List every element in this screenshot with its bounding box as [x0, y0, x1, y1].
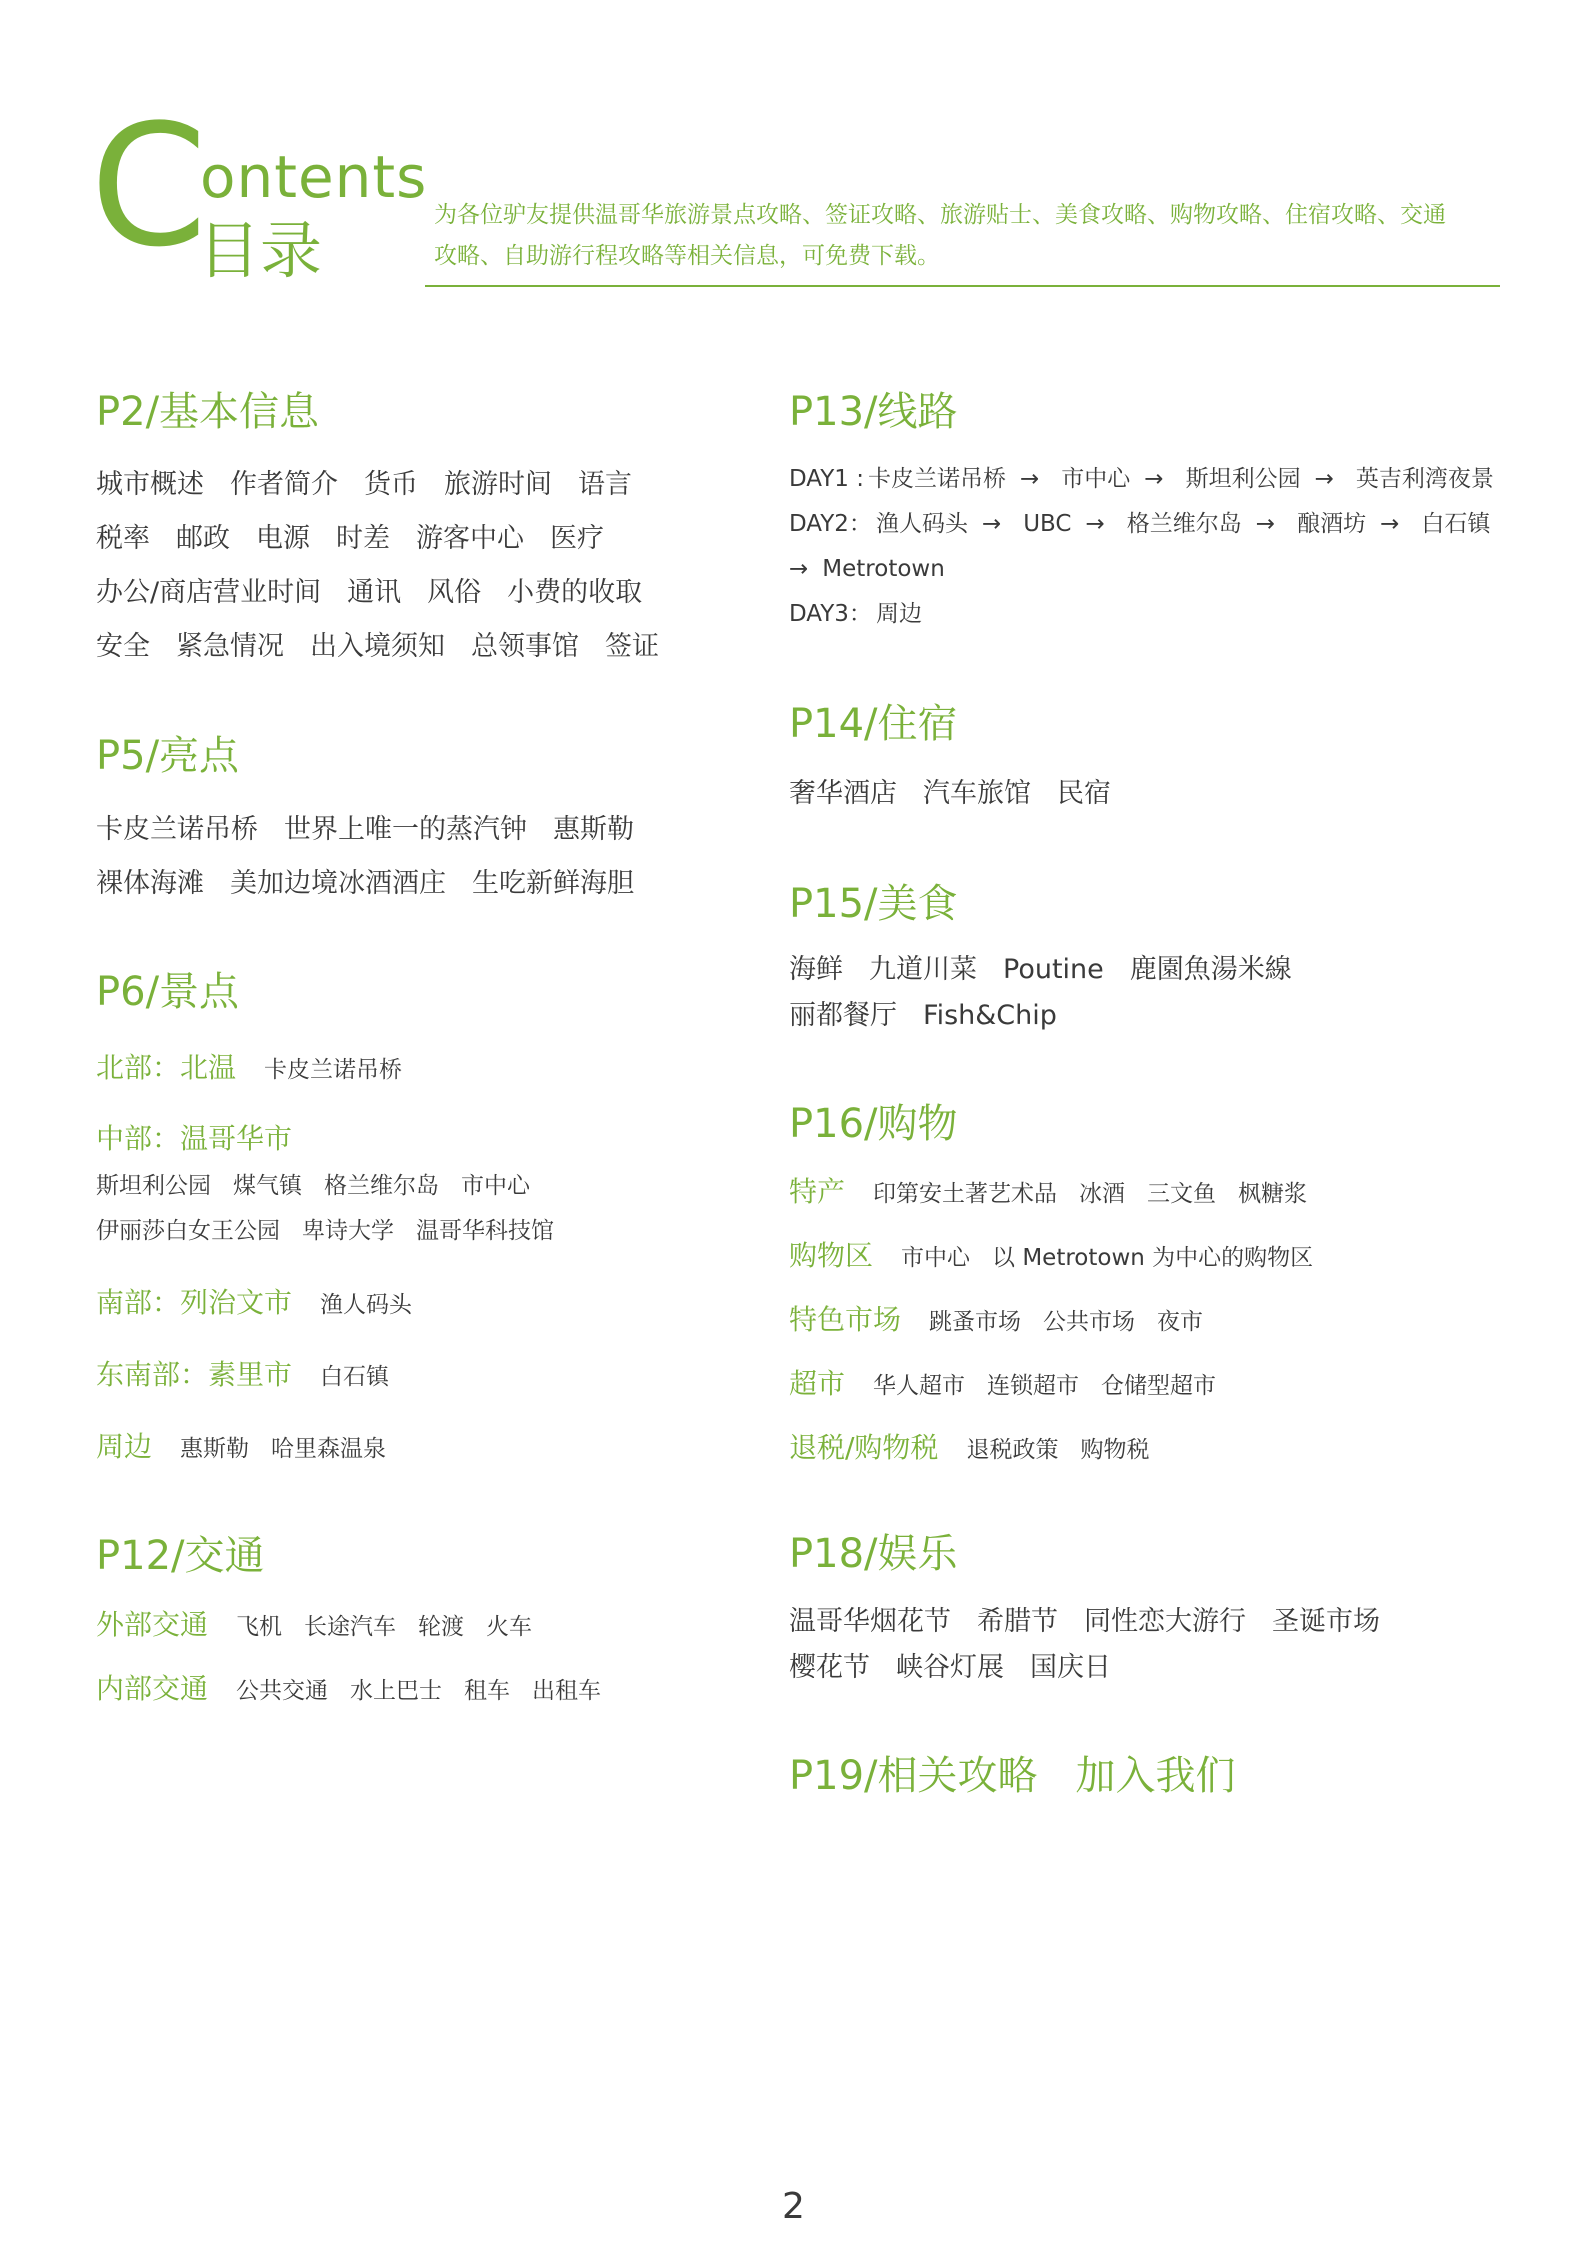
- related-guides-link[interactable]: P19/相关攻略: [789, 1753, 1038, 1799]
- toc-item[interactable]: 水上巴士: [350, 1678, 443, 1704]
- toc-item[interactable]: 小费的收取: [507, 577, 643, 608]
- toc-item[interactable]: 酿酒坊: [1297, 511, 1367, 537]
- toc-item[interactable]: 周边: [875, 601, 922, 627]
- toc-item[interactable]: 白石镇: [1421, 511, 1491, 537]
- contents-logo-letter: C: [90, 88, 208, 284]
- day-label: DAY3：: [789, 601, 872, 627]
- toc-item[interactable]: 希腊节: [977, 1606, 1058, 1637]
- sights-central-row-1: [96, 1170, 530, 1202]
- toc-item[interactable]: 仓储型超市: [1101, 1373, 1217, 1399]
- toc-item[interactable]: 公共市场: [1043, 1309, 1136, 1335]
- subsection-label[interactable]: 超市: [789, 1367, 846, 1400]
- arrow-right-icon: →: [1144, 466, 1164, 492]
- toc-item[interactable]: 白石镇: [320, 1364, 390, 1390]
- intro-line-1: 为各位驴友提供温哥华旅游景点攻略、签证攻略、旅游贴士、美食攻略、购物攻略、住宿攻略、交通: [434, 202, 1446, 228]
- toc-item[interactable]: 格兰维尔岛: [1126, 511, 1242, 537]
- sights-south-row: [96, 1287, 412, 1321]
- toc-item[interactable]: 连锁超市: [987, 1373, 1080, 1399]
- transport-external-row: [96, 1609, 532, 1643]
- toc-item[interactable]: 生吃新鲜海胆: [472, 868, 634, 899]
- join-us-link[interactable]: 加入我们: [1075, 1753, 1236, 1799]
- toc-item[interactable]: 惠斯勒: [553, 814, 634, 845]
- toc-item[interactable]: 旅游时间: [444, 469, 552, 500]
- toc-item[interactable]: 圣诞市场: [1272, 1606, 1380, 1637]
- sights-central-row-2: [96, 1215, 554, 1247]
- basic-info-row-2: [96, 521, 604, 557]
- toc-item[interactable]: 海鲜: [789, 954, 843, 985]
- toc-item[interactable]: 卡皮兰诺吊桥: [264, 1057, 403, 1083]
- toc-item[interactable]: 火车: [486, 1614, 533, 1640]
- day-label: DAY2：: [789, 511, 872, 537]
- toc-item[interactable]: 总领事馆: [471, 631, 579, 662]
- highlights-row-1: [96, 812, 634, 848]
- toc-item[interactable]: 轮渡: [418, 1614, 465, 1640]
- toc-item[interactable]: 渔人码头: [320, 1292, 413, 1318]
- toc-item[interactable]: 九道川菜: [869, 954, 977, 985]
- subsection-label[interactable]: 特色市场: [789, 1303, 902, 1336]
- subsection-label[interactable]: 南部：列治文市: [96, 1286, 293, 1319]
- toc-item[interactable]: 货币: [364, 469, 418, 500]
- arrow-right-icon: →: [981, 511, 1002, 537]
- page-number: 2: [782, 2186, 805, 2227]
- food-row-2: [789, 998, 1057, 1034]
- toc-item[interactable]: 三文鱼: [1147, 1181, 1217, 1207]
- arrow-right-icon: →: [1380, 511, 1400, 537]
- toc-item[interactable]: 作者简介: [230, 469, 338, 500]
- toc-item[interactable]: 紧急情况: [176, 631, 284, 662]
- toc-item[interactable]: 樱花节: [789, 1652, 870, 1683]
- shopping-supermarket-row: [789, 1368, 1216, 1402]
- arrow-right-icon: →: [1020, 466, 1040, 492]
- arrow-right-icon: →: [789, 556, 809, 582]
- toc-item[interactable]: Metrotown: [822, 556, 945, 582]
- toc-item[interactable]: 枫糖浆: [1238, 1181, 1308, 1207]
- toc-item[interactable]: 冰酒: [1079, 1181, 1126, 1207]
- toc-item[interactable]: 煤气镇: [233, 1173, 302, 1199]
- basic-info-row-3: [96, 575, 642, 611]
- toc-item[interactable]: 惠斯勒: [180, 1436, 250, 1462]
- toc-item[interactable]: 公共交通: [236, 1678, 329, 1704]
- section-title-related: [789, 1752, 1236, 1800]
- subsection-label[interactable]: 内部交通: [96, 1672, 209, 1705]
- toc-item[interactable]: 租车: [464, 1678, 511, 1704]
- toc-item[interactable]: 同性恋大游行: [1084, 1606, 1246, 1637]
- toc-item[interactable]: 美加边境冰酒酒庄: [230, 868, 446, 899]
- shopping-district-row: [789, 1240, 1313, 1274]
- sights-north-row: [96, 1052, 402, 1086]
- toc-item[interactable]: Fish&Chip: [923, 1000, 1057, 1031]
- section-title-highlights[interactable]: P5/亮点: [96, 733, 240, 779]
- toc-item[interactable]: 夜市: [1157, 1309, 1204, 1335]
- toc-item[interactable]: UBC: [1023, 511, 1072, 537]
- subsection-label[interactable]: 特产: [789, 1175, 846, 1208]
- toc-item[interactable]: 电源: [256, 523, 310, 554]
- subsection-label[interactable]: 东南部：素里市: [96, 1358, 293, 1391]
- toc-item[interactable]: 温哥华烟花节: [789, 1606, 951, 1637]
- toc-item[interactable]: 峡谷灯展: [896, 1652, 1004, 1683]
- toc-item[interactable]: 奢华酒店: [789, 778, 897, 809]
- toc-item[interactable]: Poutine: [1003, 954, 1104, 985]
- route-day-2-cont: [789, 553, 945, 585]
- toc-item[interactable]: 印第安土著艺术品: [873, 1181, 1058, 1207]
- toc-item[interactable]: 以 Metrotown 为中心的购物区: [992, 1245, 1314, 1271]
- toc-item[interactable]: 出租车: [532, 1678, 602, 1704]
- arrow-right-icon: →: [1255, 511, 1276, 537]
- basic-info-row-4: [96, 629, 659, 665]
- toc-item[interactable]: 退税政策: [966, 1437, 1059, 1463]
- transport-internal-row: [96, 1673, 601, 1707]
- toc-item[interactable]: 格兰维尔岛: [324, 1173, 439, 1199]
- toc-item[interactable]: 游客中心: [416, 523, 524, 554]
- section-title-routes[interactable]: P13/线路: [789, 389, 958, 435]
- toc-item[interactable]: 签证: [605, 631, 659, 662]
- toc-item[interactable]: 国庆日: [1030, 1652, 1111, 1683]
- subsection-label[interactable]: 北部：北温: [96, 1051, 237, 1084]
- section-title-transport[interactable]: P12/交通: [96, 1533, 265, 1579]
- toc-item[interactable]: 伊丽莎白女王公园: [96, 1218, 280, 1244]
- toc-item[interactable]: 时差: [336, 523, 390, 554]
- sights-southeast-row: [96, 1359, 389, 1393]
- toc-item[interactable]: 语言: [578, 469, 632, 500]
- subsection-label[interactable]: 中部：温哥华市: [96, 1122, 293, 1155]
- contents-logo-chinese: 目录: [198, 214, 323, 287]
- toc-item[interactable]: 跳蚤市场: [929, 1309, 1022, 1335]
- route-day-1: [789, 463, 1494, 495]
- contents-header: [90, 88, 1500, 310]
- sights-central-label-row: [96, 1123, 320, 1157]
- subsection-label[interactable]: 周边: [96, 1430, 153, 1463]
- toc-item[interactable]: 卑诗大学: [302, 1218, 394, 1244]
- day-label: DAY1 :: [789, 466, 864, 492]
- section-title-basic-info[interactable]: P2/基本信息: [96, 389, 320, 435]
- section-title-shopping[interactable]: P16/购物: [789, 1101, 958, 1147]
- section-title-stay[interactable]: P14/住宿: [789, 701, 958, 747]
- toc-item[interactable]: 购物税: [1080, 1437, 1150, 1463]
- toc-item[interactable]: 华人超市: [873, 1373, 966, 1399]
- section-title-food[interactable]: P15/美食: [789, 881, 958, 927]
- contents-logo-word: ontents: [200, 143, 428, 211]
- route-day-2: [789, 508, 1490, 540]
- food-row-1: [789, 952, 1292, 988]
- section-title-entertainment[interactable]: P18/娱乐: [789, 1531, 958, 1577]
- toc-item[interactable]: 出入境须知: [310, 631, 445, 662]
- section-title-sights[interactable]: P6/景点: [96, 969, 240, 1015]
- stay-row: [789, 776, 1111, 812]
- intro-line-2: 攻略、自助游行程攻略等相关信息，可免费下载。: [434, 243, 940, 269]
- entertainment-row-2: [789, 1650, 1111, 1686]
- header-divider: [425, 285, 1500, 287]
- toc-item[interactable]: 温哥华科技馆: [416, 1218, 554, 1244]
- toc-item[interactable]: 风俗: [427, 577, 482, 608]
- toc-item[interactable]: 丽都餐厅: [789, 1000, 897, 1031]
- toc-item[interactable]: 英吉利湾夜景: [1355, 466, 1494, 492]
- shopping-market-row: [789, 1304, 1203, 1338]
- sights-around-row: [96, 1431, 386, 1465]
- toc-item[interactable]: 鹿園魚湯米線: [1129, 954, 1292, 985]
- toc-item[interactable]: 市中心: [901, 1245, 971, 1271]
- toc-item[interactable]: 安全: [96, 631, 150, 662]
- toc-item[interactable]: 通讯: [347, 577, 402, 608]
- toc-item[interactable]: 斯坦利公园: [1185, 466, 1301, 492]
- subsection-label[interactable]: 购物区: [789, 1239, 874, 1272]
- toc-item[interactable]: 市中心: [461, 1173, 530, 1199]
- intro-text: [434, 195, 1504, 277]
- toc-item[interactable]: 卡皮兰诺吊桥: [96, 814, 258, 845]
- toc-item[interactable]: 汽车旅馆: [923, 778, 1031, 809]
- toc-item[interactable]: 邮政: [176, 523, 230, 554]
- toc-item[interactable]: 哈里森温泉: [271, 1436, 387, 1462]
- toc-item[interactable]: 卡皮兰诺吊桥: [868, 466, 1006, 492]
- toc-item[interactable]: 渔人码头: [875, 511, 968, 537]
- route-day-3: [789, 598, 922, 630]
- basic-info-row-1: [96, 467, 632, 503]
- subsection-label[interactable]: 退税/购物税: [789, 1431, 939, 1464]
- toc-item[interactable]: 斯坦利公园: [96, 1173, 211, 1199]
- toc-item[interactable]: 税率: [96, 523, 150, 554]
- toc-item[interactable]: 办公/商店营业时间: [96, 577, 322, 608]
- toc-item[interactable]: 飞机: [236, 1614, 283, 1640]
- toc-item[interactable]: 世界上唯一的蒸汽钟: [284, 814, 527, 845]
- toc-item[interactable]: 长途汽车: [304, 1614, 397, 1640]
- highlights-row-2: [96, 866, 634, 902]
- entertainment-row-1: [789, 1604, 1380, 1640]
- arrow-right-icon: →: [1085, 511, 1105, 537]
- toc-item[interactable]: 医疗: [550, 523, 604, 554]
- toc-item[interactable]: 市中心: [1061, 466, 1131, 492]
- toc-item[interactable]: 裸体海滩: [96, 868, 204, 899]
- toc-item[interactable]: 民宿: [1057, 778, 1111, 809]
- subsection-label[interactable]: 外部交通: [96, 1608, 209, 1641]
- toc-item[interactable]: 城市概述: [96, 469, 204, 500]
- arrow-right-icon: →: [1314, 466, 1334, 492]
- shopping-specialty-row: [789, 1176, 1307, 1210]
- shopping-tax-row: [789, 1432, 1149, 1466]
